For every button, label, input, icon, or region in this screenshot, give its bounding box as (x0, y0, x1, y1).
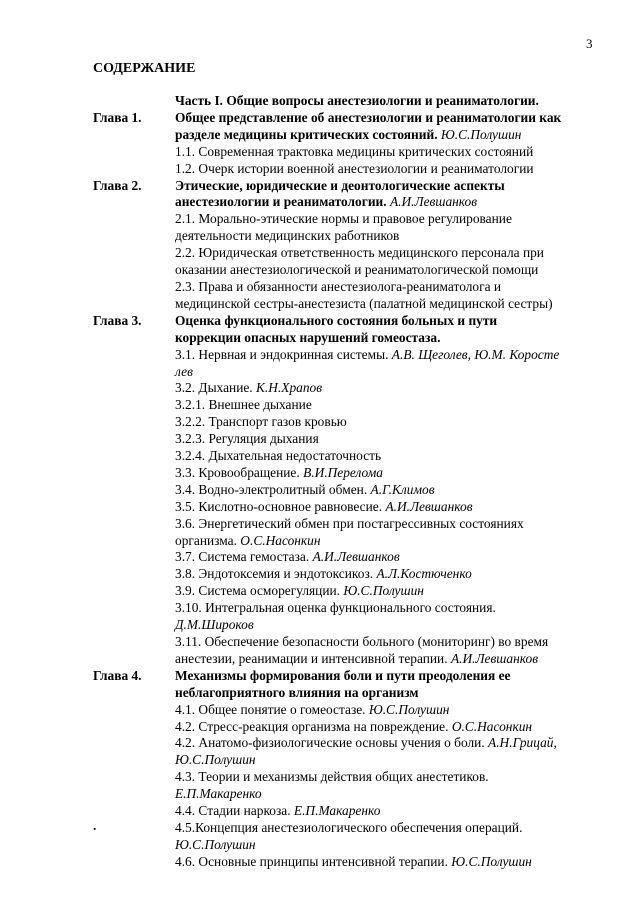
toc-entry (93, 279, 563, 313)
toc-entry (93, 211, 563, 245)
toc-entry (93, 482, 563, 499)
entry-author: Ю.С.Полушин (368, 701, 450, 717)
entry-text: Этические, юридические и деонтологические аспекты анестезиологии и реаниматологии. (175, 177, 505, 210)
entry-author: В.И.Перелома (303, 464, 383, 480)
entry-text: 3.1. Нервная и эндокринная системы. (175, 346, 389, 362)
entry-text: 3.2. Дыхание. (175, 380, 253, 396)
entry-author: А.И.Левшанков (312, 549, 400, 565)
entry-text: 3.2.2. Транспорт газов кровью (175, 414, 347, 430)
entry-author: А.И.Левшанков (385, 498, 473, 514)
toc-entry (93, 313, 563, 347)
entry-text: 3.8. Эндотоксемия и эндотоксикоз. (175, 566, 374, 582)
toc-entry (93, 583, 563, 600)
entry-author: Ю.С.Полушин (440, 126, 522, 142)
entry-text: 1.2. Очерк истории военной анестезиологии и реаниматологии (175, 160, 534, 176)
toc-entry (93, 769, 563, 803)
entry-author: Ю.С.Полушин (343, 583, 424, 599)
toc-entry (93, 668, 563, 702)
entry-text: 3.10. Интегральная оценка функционального состояния. (175, 600, 496, 616)
toc-entry (93, 854, 563, 871)
chapter-label: Глава 3. (93, 312, 142, 328)
entry-author: А.Г.Климов (370, 481, 435, 497)
toc-entry (93, 178, 563, 212)
toc-entry (93, 93, 563, 110)
entry-text: Оценка функционального состояния больных и пути коррекции опасных нарушений гомеостаза. (175, 312, 498, 345)
entry-text: 3.7. Система гемостаза. (175, 549, 310, 565)
toc-entry (93, 600, 563, 634)
toc-entry (93, 245, 563, 279)
entry-author: Ю.С.Полушин (451, 853, 532, 869)
toc-entry (93, 820, 563, 854)
entry-text: 3.5. Кислотно-основное равновесие. (175, 498, 383, 514)
entry-text: 3.4. Водно-электролитный обмен. (175, 481, 368, 497)
entry-author: А.И.Левшанков (389, 194, 478, 210)
entry-text: 4.1. Общее понятие о гомеостазе. (175, 701, 366, 717)
entry-author: А.Н.Грицай, Ю.С.Полушин (175, 735, 557, 768)
entry-text: Часть I. Общие вопросы анестезиологии и реаниматологии. (175, 93, 539, 108)
table-of-contents (93, 93, 563, 871)
toc-entry (93, 380, 563, 397)
toc-entry (93, 161, 563, 178)
toc-entry (93, 549, 563, 566)
chapter-label: Глава 4. (93, 667, 142, 683)
entry-author: Е.П.Макаренко (293, 803, 381, 819)
bottom-mark: . (93, 818, 97, 833)
entry-text: 4.6. Основные принципы интенсивной терапии. (175, 853, 448, 869)
chapter-label: Глава 1. (93, 109, 142, 125)
entry-text: 3.9. Система осморегуляции. (175, 583, 341, 599)
entry-text: Механизмы формирования боли и пути преодоления ее неблагоприятного влияния на организм (175, 667, 511, 700)
entry-text: 4.2. Стресс-реакция организма на повреждение. (175, 718, 449, 734)
toc-entry (93, 397, 563, 414)
entry-text: 4.3. Теории и механизмы действия общих анестетиков. (175, 769, 489, 785)
entry-author: Ю.С.Полушин (175, 836, 256, 852)
entry-author: О.С.Насонкин (240, 532, 321, 548)
entry-author: Д.М.Широков (175, 617, 254, 633)
entry-text: 3.2.4. Дыхательная недостаточность (175, 448, 382, 464)
entry-text: 4.2. Анатомо-физиологические основы учения о боли. (175, 735, 485, 751)
entry-text: Общее представление об анестезиологии и реаниматологии как разделе медицины критических состояний. (175, 109, 562, 142)
toc-entry (93, 414, 563, 431)
toc-entry (93, 566, 563, 583)
toc-entry (93, 634, 563, 668)
entry-text: 3.6. Энергетический обмен при постагрессивных состояниях организма. (175, 515, 524, 548)
entry-text: 3.3. Кровообращение. (175, 464, 300, 480)
entry-author: А.В. Щеголев, Ю.М. Коросте лев (175, 346, 560, 379)
entry-author: О.С.Насонкин (451, 718, 533, 734)
entry-text: 4.5.Концепция анестезиологического обеспечения операций. (175, 819, 523, 835)
page-number: 3 (586, 36, 593, 51)
toc-entry (93, 465, 563, 482)
toc-entry (93, 347, 563, 381)
entry-text: 1.1. Современная трактовка медицины критических состояний (175, 143, 534, 159)
toc-entry (93, 110, 563, 144)
toc-entry (93, 803, 563, 820)
toc-entry (93, 144, 563, 161)
chapter-label: Глава 2. (93, 177, 142, 193)
entry-author: А.Л.Костюченко (376, 566, 472, 582)
entry-text: 4.4. Стадии наркоза. (175, 803, 291, 819)
toc-entry (93, 448, 563, 465)
entry-text: 3.2.3. Регуляция дыхания (175, 431, 319, 447)
entry-text: 3.11. Обеспечение безопасности больного (мониторинг) во время анестезии, реанимации и интенсивной терапии. (175, 634, 549, 666)
entry-text: 2.1. Морально-этические нормы и правовое регулирование деятельности медицинских работников (175, 211, 512, 244)
toc-entry (93, 719, 563, 736)
toc-entry (93, 499, 563, 516)
entry-author: А.И.Левшанков (450, 650, 539, 666)
toc-entry (93, 735, 563, 769)
entry-text: 2.2. Юридическая ответственность медицинского персонала при оказании анестезиологической и реаниматологической помощи (175, 245, 544, 278)
entry-text: 3.2.1. Внешнее дыхание (175, 397, 312, 413)
entry-author: К.Н.Храпов (256, 380, 323, 396)
page-title: СОДЕРЖАНИЕ (93, 61, 196, 76)
toc-entry (93, 431, 563, 448)
entry-author: Е.П.Макаренко (175, 786, 262, 802)
toc-entry (93, 702, 563, 719)
entry-text: 2.3. Права и обязанности анестезиолога-реаниматолога и медицинской сестры-анестезиста (палатной медицинской сестры) (175, 278, 553, 311)
toc-entry (93, 516, 563, 550)
